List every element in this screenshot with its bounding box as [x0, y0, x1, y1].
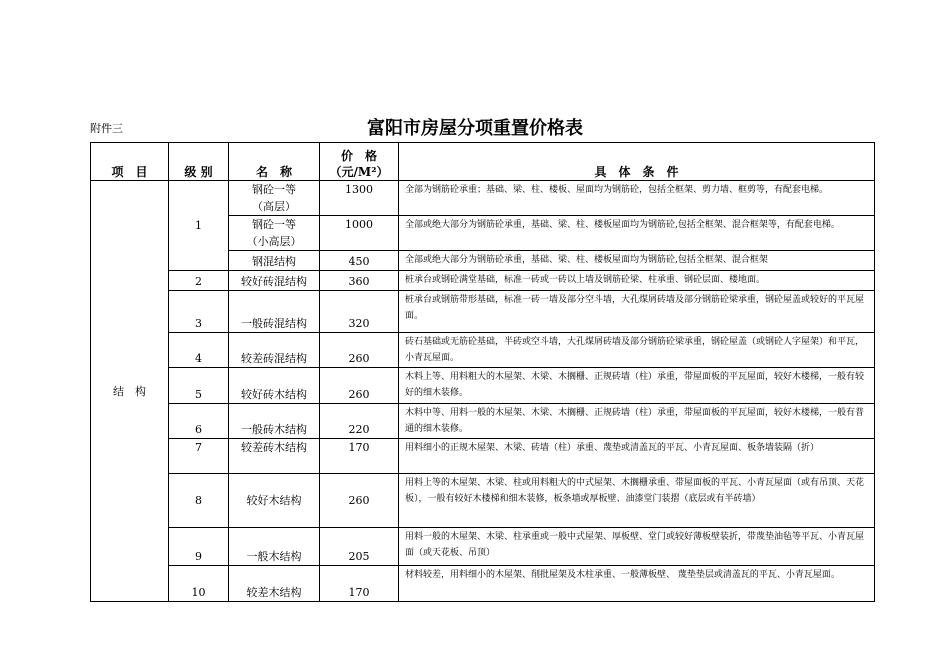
price-cell: 205 [320, 528, 399, 566]
desc-cell: 全部为钢筋砼承重；基础、梁、柱、楼板、屋面均为钢筋砼，包括全框架、剪力墙、框剪等，有配套电梯。 [399, 181, 875, 216]
name-cell: 一般砖木结构 [229, 404, 320, 439]
name-cell [229, 181, 320, 216]
price-cell: 320 [320, 291, 399, 333]
category-cell: 结 构 [91, 181, 169, 602]
grade-cell: 3 [169, 291, 229, 333]
header-price-line2: （元/M²） [329, 165, 389, 179]
desc-cell: 木料上等、用料粗大的木屋架、木梁、木搁栅、正规砖墙（柱）承重，带屋面板的平瓦屋面，较好木楼梯，一般有较好的细木装修。 [399, 368, 875, 404]
price-cell: 450 [320, 251, 399, 271]
grade-cell: 2 [169, 271, 229, 291]
table-row [91, 181, 875, 216]
name-cell: 较好砖混结构 [229, 271, 320, 291]
name-line2: （小高层） [246, 235, 302, 248]
desc-cell: 桩承台或钢筋带形基础，标准一砖一墙及部分空斗墙，大孔煤屑砖墙及部分钢筋砼梁承重，钢砼屋盖或较好的平瓦屋面。 [399, 291, 875, 333]
name-line1: 钢砼一等 [252, 218, 296, 231]
name-cell: 较好木结构 [229, 474, 320, 528]
header-price-line1: 价 格 [340, 149, 377, 163]
table-row [91, 528, 875, 566]
header-conditions: 具 体 条 件 [399, 143, 875, 181]
table-row [91, 333, 875, 368]
desc-cell: 桩承台或钢砼满堂基础，标准一砖或一砖以上墙及钢筋砼梁、柱承重、钢砼层面、楼地面。 [399, 271, 875, 291]
grade-cell: 5 [169, 368, 229, 404]
name-cell: 较好砖木结构 [229, 368, 320, 404]
header-row [91, 143, 875, 181]
name-cell: 较差砖混结构 [229, 333, 320, 368]
name-cell: 较差砖木结构 [229, 439, 320, 474]
name-cell: 一般木结构 [229, 528, 320, 566]
page-title: 富阳市房屋分项重置价格表 [367, 118, 583, 139]
table-row [91, 566, 875, 602]
price-cell: 1000 [320, 216, 399, 251]
name-line2: （高层） [252, 200, 296, 213]
table-row [91, 439, 875, 474]
price-cell: 220 [320, 404, 399, 439]
header-grade: 级 别 [169, 143, 229, 181]
name-line1: 钢砼一等 [252, 183, 296, 196]
table-row [91, 368, 875, 404]
grade-cell: 6 [169, 404, 229, 439]
attachment-label: 附件三 [90, 122, 123, 135]
table-row [91, 474, 875, 528]
price-cell: 360 [320, 271, 399, 291]
desc-cell: 全部或绝大部分为钢筋砼承重，基础、梁、柱、楼板屋面均为钢筋砼,包括全框架、混合框架 [399, 251, 875, 271]
desc-cell: 全部或绝大部分为钢筋砼承重，基础、梁、柱、楼板屋面均为钢筋砼,包括全框架、混合框架等，有配套电梯。 [399, 216, 875, 251]
table-row [91, 271, 875, 291]
grade-cell: 8 [169, 474, 229, 528]
grade-cell: 4 [169, 333, 229, 368]
name-cell: 一般砖混结构 [229, 291, 320, 333]
price-cell: 170 [320, 439, 399, 474]
price-cell: 260 [320, 368, 399, 404]
name-cell [229, 216, 320, 251]
desc-cell: 用料上等的木屋架、木梁、柱或用料粗大的中式屋架、木搁栅承重、带屋面板的平瓦、小青瓦屋面（或有吊顶、天花板），一般有较好木楼梯和细木装修，板条墙或厚板壁、油漆堂门装摺（底层或有半砖墙） [399, 474, 875, 528]
table-row [91, 404, 875, 439]
grade-cell: 7 [169, 439, 229, 474]
price-cell: 170 [320, 566, 399, 602]
desc-cell: 砖石基础或无筋砼基础，半砖或空斗墙，大孔煤屑砖墙及部分钢筋砼梁承重，钢砼屋盖（或钢砼人字屋架）和平瓦，小青瓦屋面。 [399, 333, 875, 368]
desc-cell: 用料细小的正规木屋架、木梁、砖墙（柱）承重、蔑垫或清盖瓦的平瓦、小青瓦屋面、板条墙装隔（折） [399, 439, 875, 474]
name-cell: 钢混结构 [229, 251, 320, 271]
desc-cell: 用料一般的木屋架、木梁、柱承重或一般中式屋架、厚板壁、堂门或较好薄板壁装折，带蔑垫油毡等平瓦、小青瓦屋面（或天花板、吊顶） [399, 528, 875, 566]
header-item: 项 目 [91, 143, 169, 181]
grade-cell: 9 [169, 528, 229, 566]
table-row [91, 291, 875, 333]
grade-cell: 1 [169, 181, 229, 271]
desc-cell: 木料中等、用料一般的木屋架、木梁、木搁栅、正规砖墙（柱）承重，带屋面板的平瓦屋面，较好木楼梯，一般有普通的细木装修。 [399, 404, 875, 439]
grade-cell: 10 [169, 566, 229, 602]
name-cell: 较差木结构 [229, 566, 320, 602]
price-cell: 260 [320, 474, 399, 528]
price-table [90, 142, 875, 602]
price-cell: 260 [320, 333, 399, 368]
desc-cell: 材料较差，用料细小的木屋架、削批屋架及木柱承重、一般薄板壁、 蔑垫垫层或清盖瓦的平瓦、小青瓦屋面。 [399, 566, 875, 602]
header-price [320, 143, 399, 181]
header-name: 名 称 [229, 143, 320, 181]
price-cell: 1300 [320, 181, 399, 216]
